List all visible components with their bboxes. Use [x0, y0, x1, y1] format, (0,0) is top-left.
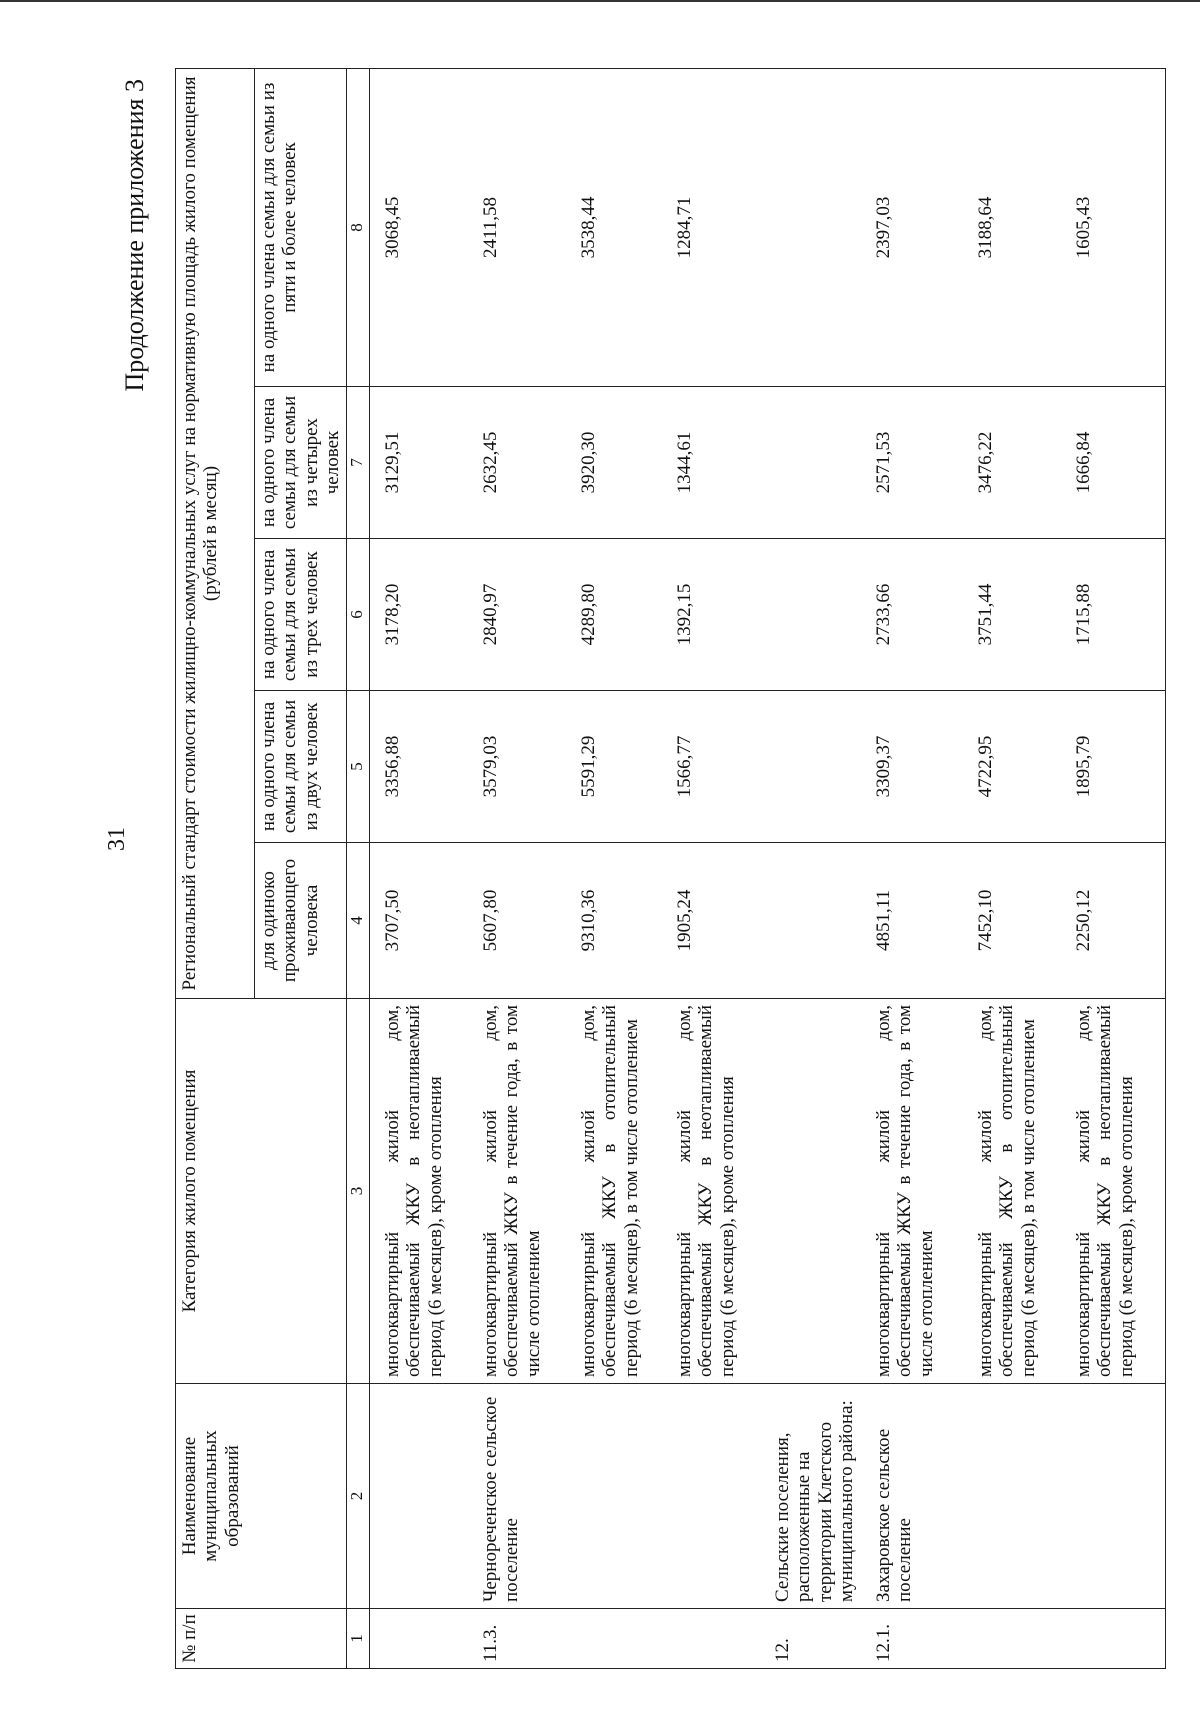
row-number: 12.1. [861, 1609, 963, 1669]
value-family-of-four: 2632,45 [468, 387, 566, 539]
value-family-of-three: 1392,15 [662, 539, 760, 691]
housing-category [760, 999, 861, 1384]
housing-category: многоквартирный жилой дом, обеспечиваемый ЖКУ в отопительный период (6 месяцев), в том числе отоплением [963, 999, 1061, 1384]
municipality-name: Чернореченское сельское поселение [468, 1384, 566, 1609]
value-family-of-five-plus: 1284,71 [662, 68, 760, 386]
column-number: 5 [347, 691, 370, 843]
row-number [370, 1609, 469, 1669]
value-family-of-four: 1344,61 [662, 387, 760, 539]
column-number: 2 [347, 1384, 370, 1609]
row-number [566, 1609, 662, 1669]
value-family-of-three: 1715,88 [1061, 539, 1166, 691]
value-family-of-two: 1895,79 [1061, 691, 1166, 843]
page-number: 31 [104, 827, 130, 851]
value-family-of-two: 3309,37 [861, 691, 963, 843]
value-family-of-two: 1566,77 [662, 691, 760, 843]
column-number: 1 [347, 1609, 370, 1669]
value-single-person: 2250,12 [1061, 843, 1166, 999]
value-family-of-three: 3178,20 [370, 539, 469, 691]
table-row [662, 68, 760, 1668]
municipality-name [963, 1384, 1061, 1609]
value-family-of-two: 3579,03 [468, 691, 566, 843]
value-family-of-five-plus: 3188,64 [963, 68, 1061, 386]
table-row [963, 68, 1061, 1668]
value-single-person: 9310,36 [566, 843, 662, 999]
housing-category: многоквартирный жилой дом, обеспечиваемый ЖКУ в неотапливаемый период (6 месяцев), кроме отопления [370, 999, 469, 1384]
value-family-of-three: 4289,80 [566, 539, 662, 691]
column-number: 4 [347, 843, 370, 999]
table-row [370, 68, 469, 1668]
row-number: 11.3. [468, 1609, 566, 1669]
value-family-of-five-plus: 2411,58 [468, 68, 566, 386]
table-row [468, 68, 566, 1668]
value-family-of-five-plus: 3538,44 [566, 68, 662, 386]
value-family-of-three [760, 539, 861, 691]
column-number: 7 [347, 387, 370, 539]
municipality-name: Захаровское сельское поселение [861, 1384, 963, 1609]
housing-category: многоквартирный жилой дом, обеспечиваемый ЖКУ в отопительный период (6 месяцев), в том числе отоплением [566, 999, 662, 1384]
table-row [1061, 68, 1166, 1668]
header-family-of-three: на одного члена семьи для семьи из трех человек [255, 539, 347, 691]
value-single-person: 7452,10 [963, 843, 1061, 999]
value-family-of-four: 3920,30 [566, 387, 662, 539]
header-family-of-two: на одного члена семьи для семьи из двух человек [255, 691, 347, 843]
table-row [566, 68, 662, 1668]
column-number: 6 [347, 539, 370, 691]
value-family-of-three: 3751,44 [963, 539, 1061, 691]
value-family-of-two [760, 691, 861, 843]
header-family-of-five-plus: на одного члена семьи для семьи из пяти и более человек [255, 68, 347, 386]
value-family-of-three: 2733,66 [861, 539, 963, 691]
page-subtitle: Продолжение приложения 3 [120, 79, 149, 392]
column-number: 3 [347, 999, 370, 1384]
value-family-of-five-plus: 1605,43 [1061, 68, 1166, 386]
value-family-of-two: 5591,29 [566, 691, 662, 843]
municipality-name [370, 1384, 469, 1609]
value-single-person: 4851,11 [861, 843, 963, 999]
header-single-person: для одиноко проживающего человека [255, 843, 347, 999]
housing-category: многоквартирный жилой дом, обеспечиваемый ЖКУ в течение года, в том числе отоплением [861, 999, 963, 1384]
row-number [1061, 1609, 1166, 1669]
housing-category: многоквартирный жилой дом, обеспечиваемый ЖКУ в неотапливаемый период (6 месяцев), кроме отопления [662, 999, 760, 1384]
value-family-of-four: 1666,84 [1061, 387, 1166, 539]
header-regional-standard: Региональный стандарт стоимости жилищно-коммунальных услуг на нормативную площадь жилого помещения (рублей в месяц) [176, 68, 255, 998]
value-family-of-four: 2571,53 [861, 387, 963, 539]
municipality-name [662, 1384, 760, 1609]
municipality-name [1061, 1384, 1166, 1609]
value-family-of-four: 3129,51 [370, 387, 469, 539]
row-number [963, 1609, 1061, 1669]
value-single-person: 3707,50 [370, 843, 469, 999]
value-family-of-two: 4722,95 [963, 691, 1061, 843]
housing-category: многоквартирный жилой дом, обеспечиваемый ЖКУ в неотапливаемый период (6 месяцев), кроме отопления [1061, 999, 1166, 1384]
municipality-name [566, 1384, 662, 1609]
value-single-person: 1905,24 [662, 843, 760, 999]
header-category: Категория жилого помещения [176, 999, 347, 1384]
value-family-of-two: 3356,88 [370, 691, 469, 843]
housing-cost-table [175, 68, 1166, 1669]
row-number [662, 1609, 760, 1669]
municipality-name: Сельские поселения, расположенные на территории Клетского муниципального района: [760, 1384, 861, 1609]
header-municipality: Наименование муниципальных образований [176, 1384, 347, 1609]
value-family-of-five-plus: 3068,45 [370, 68, 469, 386]
value-family-of-four [760, 387, 861, 539]
housing-category: многоквартирный жилой дом, обеспечиваемый ЖКУ в течение года, в том числе отоплением [468, 999, 566, 1384]
header-family-of-four: на одного члена семьи для семьи из четырех человек [255, 387, 347, 539]
value-family-of-three: 2840,97 [468, 539, 566, 691]
header-number: № п/п [176, 1609, 347, 1669]
value-family-of-five-plus [760, 68, 861, 386]
value-family-of-five-plus: 2397,03 [861, 68, 963, 386]
table-row [861, 68, 963, 1668]
row-number: 12. [760, 1609, 861, 1669]
value-single-person [760, 843, 861, 999]
column-number: 8 [347, 68, 370, 386]
table-row [760, 68, 861, 1668]
value-family-of-four: 3476,22 [963, 387, 1061, 539]
value-single-person: 5607,80 [468, 843, 566, 999]
